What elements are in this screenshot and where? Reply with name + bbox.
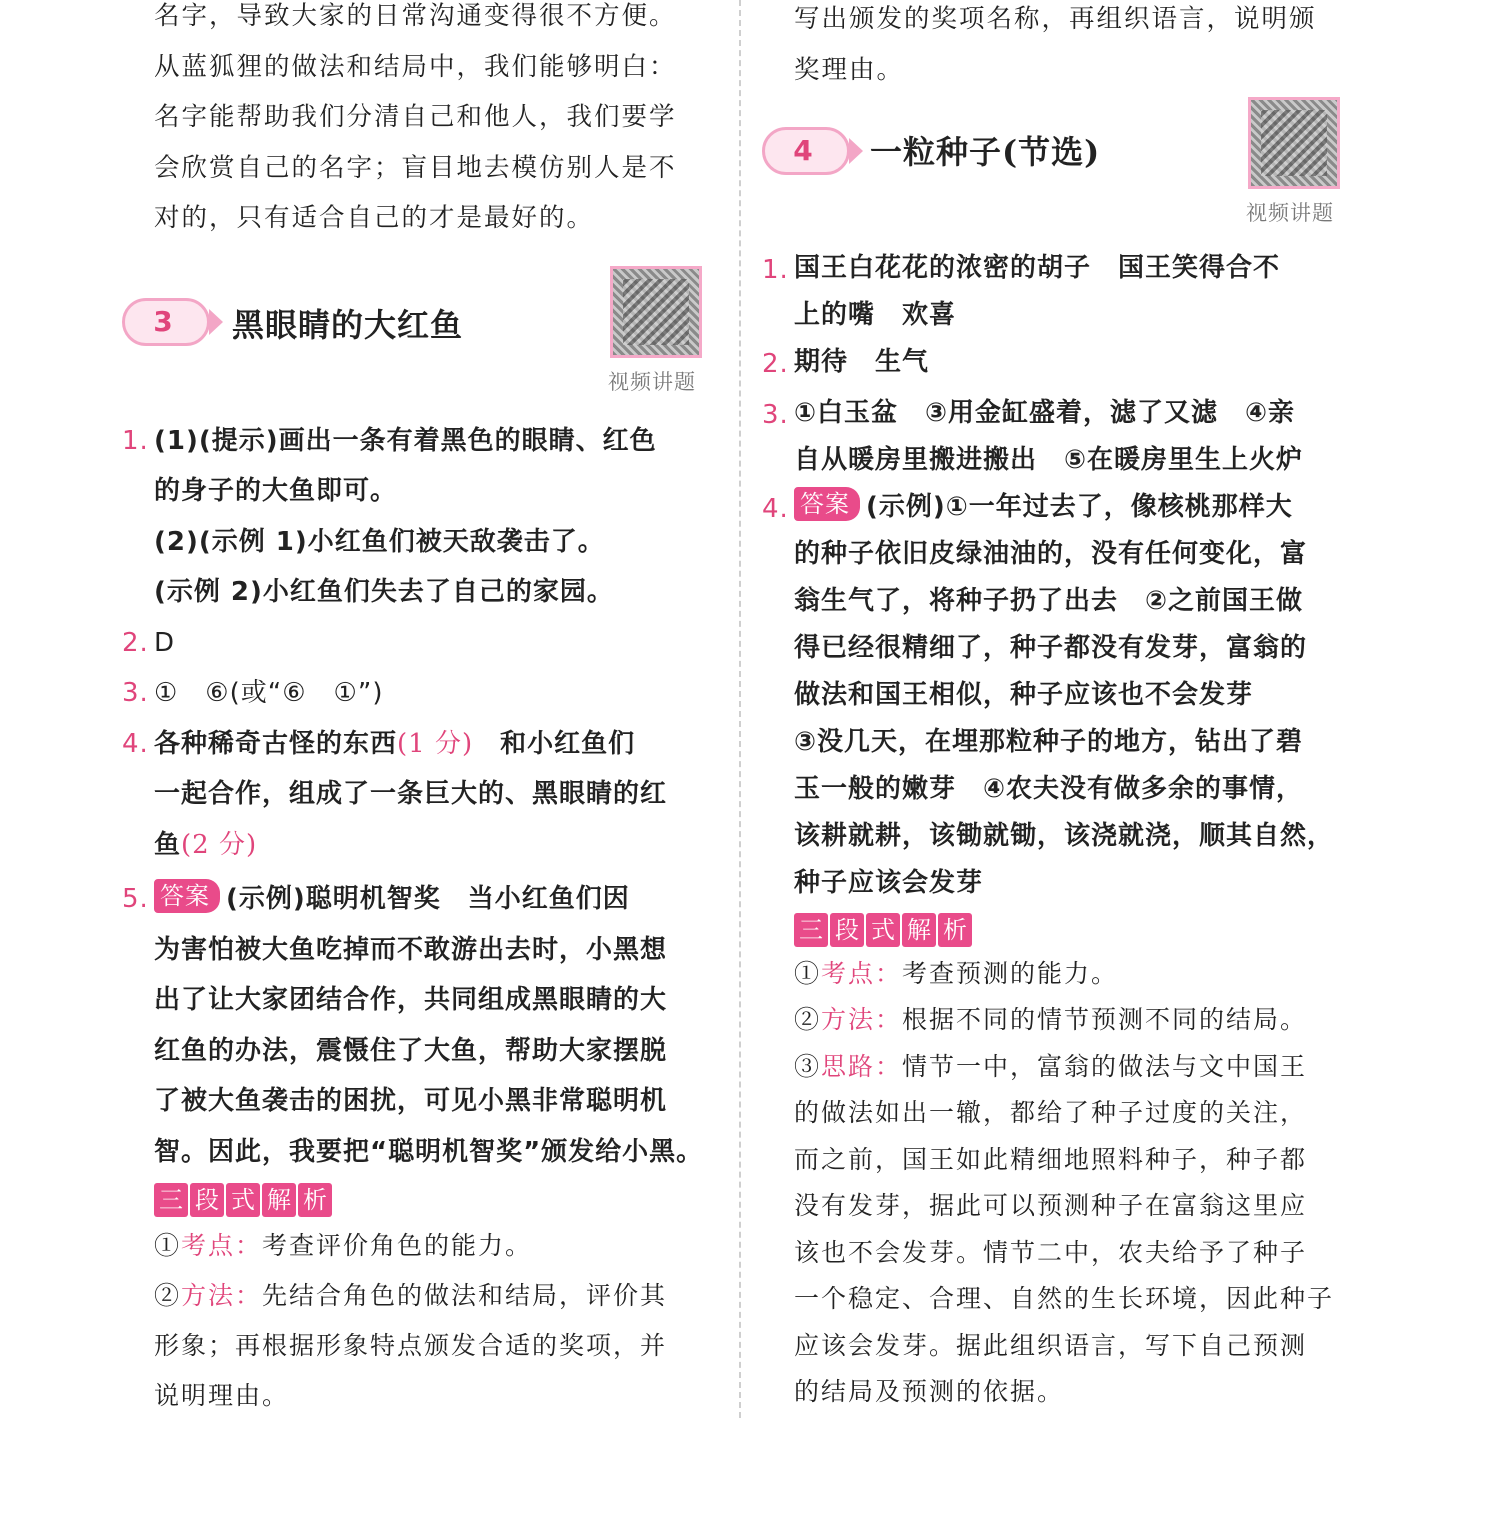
answer-text: 鱼 (154, 829, 182, 860)
intro-line: 对的，只有适合自己的才是最好的。 (154, 203, 595, 233)
section-number-badge (762, 127, 850, 175)
analysis-key: 方法： (821, 1005, 903, 1034)
analysis-line: 的结局及预测的依据。 (794, 1377, 1065, 1406)
analysis-line: 一个稳定、合理、自然的生长环境，因此种子 (794, 1284, 1335, 1313)
badge-arrow-icon (849, 138, 863, 164)
answer-line: 一起合作，组成了一条巨大的、黑眼睛的红 (154, 779, 668, 809)
item-number: 5. (122, 884, 149, 914)
analysis-line (794, 997, 1360, 1044)
tag-char: 析 (298, 1183, 332, 1217)
answer-line: 翁生气了，将种子扔了出去 ②之前国王做 (794, 585, 1304, 616)
answer-badge: 答案 (794, 487, 860, 521)
answer-line: 期待 生气 (794, 347, 930, 377)
analysis-line (154, 1271, 722, 1321)
tag-char: 式 (226, 1183, 260, 1217)
section-title: 黑眼睛的大红鱼 (232, 305, 464, 344)
analysis-key: 方法： (181, 1281, 263, 1310)
analysis-block (154, 1221, 722, 1421)
answer-list-3 (122, 416, 722, 1422)
answer-line: 了被大鱼袭击的困扰，可见小黑非常聪明机 (154, 1086, 668, 1116)
answer-line: 红鱼的办法，震慑住了大鱼，帮助大家摆脱 (154, 1035, 668, 1066)
answer-line: 玉一般的嫩芽 ④农夫没有做多余的事情， (794, 773, 1304, 804)
analysis-line: 应该会发芽。据此组织语言，写下自己预测 (794, 1330, 1308, 1360)
qr-label: 视频讲题 (608, 369, 696, 394)
item-number: 2. (122, 627, 149, 658)
answer-line: 做法和国王相似，种子应该也不会发芽 (794, 679, 1254, 710)
analysis-text: 根据不同的情节预测不同的结局。 (902, 1005, 1308, 1034)
tag-char: 式 (866, 913, 900, 947)
analysis-line (154, 1221, 722, 1271)
qr-code-icon[interactable] (610, 266, 702, 358)
intro-line: 名字能帮助我们分清自己和他人，我们要学 (154, 102, 677, 132)
item-number: 3. (762, 399, 789, 430)
tag-char: 析 (938, 913, 972, 947)
analysis-key: 考点： (821, 958, 903, 988)
item-number: 1. (122, 425, 149, 456)
answer-line: 国王白花花的浓密的胡子 国王笑得合不 (794, 253, 1281, 283)
left-intro (154, 0, 722, 244)
answer-item-2 (762, 339, 1360, 390)
analysis-prefix: ① (794, 958, 822, 988)
answer-line: 出了让大家团结合作，共同组成黑眼睛的大 (154, 985, 668, 1015)
analysis-prefix: ② (794, 1005, 822, 1034)
answer-item-4 (762, 484, 1360, 907)
answer-item-4 (122, 719, 722, 871)
analysis-text: 考查评价角色的能力。 (262, 1231, 533, 1260)
answer-item-1 (122, 416, 722, 517)
intro-line: 从蓝狐狸的做法和结局中，我们能够明白： (154, 51, 677, 82)
analysis-line: 该也不会发芽。情节二中，农夫给予了种子 (794, 1237, 1308, 1267)
answer-line: (1)(提示)画出一条有着黑色的眼睛、红色 (154, 425, 657, 456)
analysis-prefix: ③ (794, 1051, 822, 1081)
analysis-line (794, 1044, 1360, 1091)
answer-line: 的种子依旧皮绿油油的，没有任何变化，富 (794, 538, 1308, 569)
answer-line: 上的嘴 欢喜 (794, 300, 957, 330)
section-3-header (122, 266, 722, 406)
qr-code-icon[interactable] (1248, 97, 1340, 189)
column-divider (739, 0, 741, 1418)
badge-arrow-icon (209, 309, 223, 335)
analysis-line: 形象；再根据形象特点颁发合适的奖项，并 (154, 1331, 668, 1360)
answer-line: 该耕就耕，该锄就锄，该浇就浇，顺其自然， (794, 820, 1335, 851)
analysis-block (794, 951, 1360, 1416)
answer-line: 种子应该会发芽 (794, 867, 984, 898)
analysis-key: 考点： (181, 1231, 263, 1260)
answer-line: ③没几天，在埋那粒种子的地方，钻出了碧 (794, 726, 1304, 757)
answer-item-2 (122, 618, 722, 669)
analysis-line: 没有发芽，据此可以预测种子在富翁这里应 (794, 1191, 1308, 1220)
tag-char: 解 (902, 913, 936, 947)
section-number-badge (122, 298, 210, 346)
answer-line: 自从暖房里搬进搬出 ⑤在暖房里生上火炉 (794, 444, 1304, 475)
answer-badge: 答案 (154, 879, 220, 913)
analysis-tag (154, 1183, 722, 1217)
intro-line: 名字，导致大家的日常沟通变得很不方便。 (154, 1, 677, 31)
analysis-line (794, 951, 1360, 998)
item-number: 4. (122, 728, 149, 759)
answer-text: (示例)聪明机智奖 当小红鱼们因 (226, 884, 630, 914)
score-note: (2 分) (181, 829, 258, 860)
analysis-prefix: ② (154, 1281, 182, 1310)
tag-char: 解 (262, 1183, 296, 1217)
intro-line: 写出颁发的奖项名称，再组织语言，说明颁 (794, 4, 1317, 34)
item-number: 3. (122, 678, 149, 708)
analysis-line: 说明理由。 (154, 1381, 290, 1410)
answer-text: (示例)①一年过去了，像核桃那样大 (866, 491, 1293, 522)
score-note: (1 分) (397, 728, 474, 759)
tag-char: 三 (154, 1183, 188, 1217)
item-number: 4. (762, 493, 789, 524)
analysis-key: 思路： (821, 1051, 903, 1081)
answer-item-1 (762, 245, 1360, 339)
right-intro (794, 0, 1360, 95)
intro-line: 奖理由。 (794, 54, 905, 85)
answer-item-5 (122, 874, 722, 1177)
item-number: 2. (762, 349, 789, 379)
analysis-text: 先结合角色的做法和结局，评价其 (262, 1281, 668, 1310)
section-title: 一粒种子(节选) (870, 133, 1101, 171)
answer-item-3 (762, 390, 1360, 484)
answer-line: 智。因此，我要把“聪明机智奖”颁发给小黑。 (154, 1136, 704, 1167)
analysis-prefix: ① (154, 1231, 182, 1260)
answer-text: 各种稀奇古怪的东西 (154, 728, 398, 759)
answer-item-3 (122, 668, 722, 719)
qr-label: 视频讲题 (1246, 201, 1334, 225)
section-number: 4 (793, 134, 813, 167)
answer-text: 和小红鱼们 (473, 728, 636, 759)
answer-line: 为害怕被大鱼吃掉而不敢游出去时，小黑想 (154, 934, 668, 965)
analysis-tag (794, 913, 1360, 947)
right-column (762, 0, 1360, 1416)
intro-line: 会欣赏自己的名字；盲目地去模仿别人是不 (154, 152, 677, 183)
answer-line: D (154, 627, 176, 658)
answer-sub-line: (示例 2)小红鱼们失去了自己的家园。 (154, 577, 614, 607)
answer-line: ① ⑥(或“⑥ ①”) (154, 678, 384, 708)
answer-sub-line: (2)(示例 1)小红鱼们被天敌袭击了。 (154, 526, 605, 557)
answer-list-4 (762, 245, 1360, 1416)
answer-line: ①白玉盆 ③用金缸盛着，滤了又滤 ④亲 (794, 397, 1296, 428)
tag-char: 段 (830, 913, 864, 947)
answer-line: 的身子的大鱼即可。 (154, 476, 398, 506)
analysis-text: 情节一中，富翁的做法与文中国王 (902, 1051, 1308, 1081)
tag-char: 段 (190, 1183, 224, 1217)
tag-char: 三 (794, 913, 828, 947)
answer-line: 得已经很精细了，种子都没有发芽，富翁的 (794, 632, 1308, 663)
analysis-line: 的做法如出一辙，都给了种子过度的关注， (794, 1098, 1308, 1127)
section-number: 3 (153, 304, 173, 338)
analysis-line: 而之前，国王如此精细地照料种子，种子都 (794, 1144, 1308, 1174)
item-number: 1. (762, 255, 789, 285)
analysis-text: 考查预测的能力。 (902, 958, 1119, 988)
section-4-header (762, 97, 1360, 237)
left-column (122, 0, 722, 1421)
